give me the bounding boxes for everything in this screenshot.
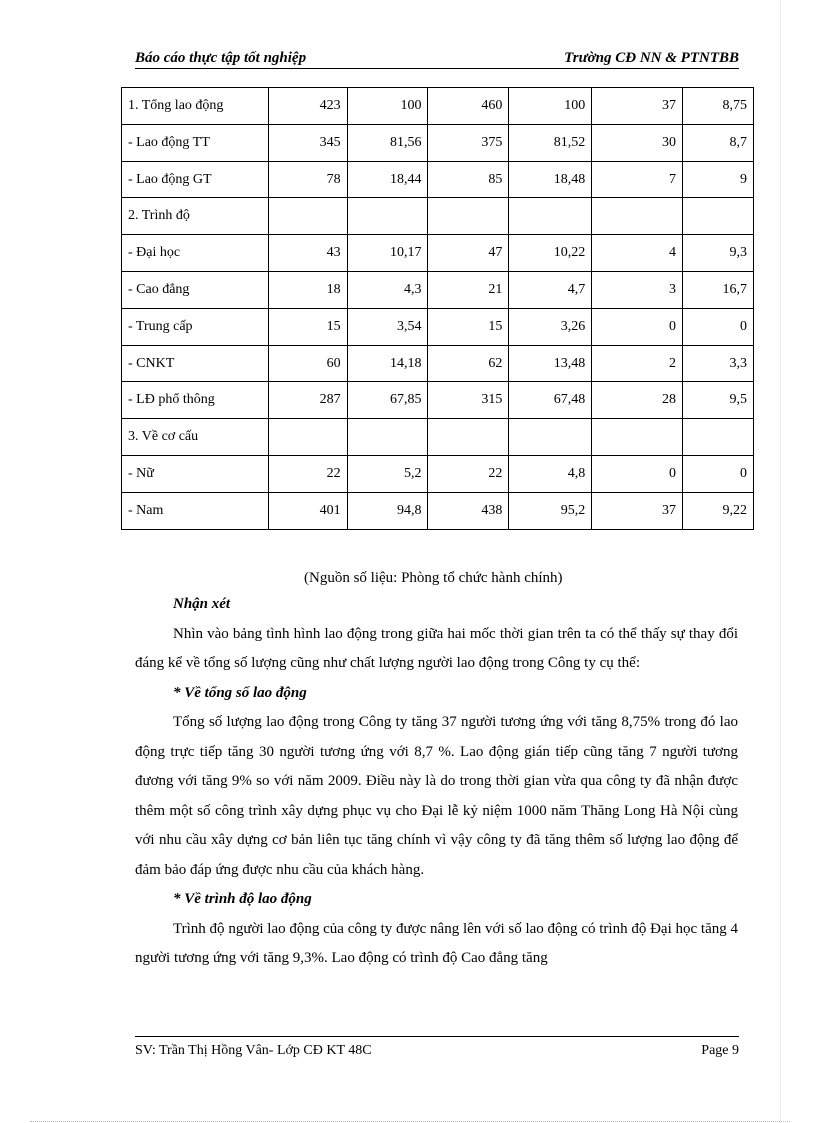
- table-row: [122, 308, 754, 345]
- value-cell: 95,2: [509, 492, 592, 529]
- value-cell: 100: [509, 88, 592, 125]
- paragraph-total-labor: Tổng số lượng lao động trong Công ty tăng 37 người tương ứng với tăng 8,75% trong đó lao động trực tiếp tăng 30 người tương ứng với 8,7 %. Lao động gián tiếp cũng tăng 7 người tương đương với tăng 9% so với năm 2009. Điều này là do trong thời gian vừa qua công ty đã nhận được thêm một số công trình xây dựng phục vụ cho Đại lễ kỷ niệm 1000 năm Thăng Long Hà Nội cùng với nhu cầu xây dựng cơ bản liên tục tăng chính vì vậy công ty đã tăng thêm số lượng lao động để đảm bảo đáp ứng được nhu cầu của khách hàng.: [135, 714, 738, 878]
- value-cell: 67,48: [509, 382, 592, 419]
- heading-total-labor: * Về tổng số lao động: [173, 684, 307, 701]
- value-cell: 15: [268, 308, 347, 345]
- value-cell: [428, 419, 509, 456]
- value-cell: 18: [268, 271, 347, 308]
- value-cell: 423: [268, 88, 347, 125]
- row-label-cell: - Đại học: [122, 235, 269, 272]
- value-cell: 4,7: [509, 271, 592, 308]
- table-row: [122, 492, 754, 529]
- value-cell: [683, 198, 754, 235]
- value-cell: [347, 419, 428, 456]
- value-cell: 81,52: [509, 124, 592, 161]
- value-cell: 10,17: [347, 235, 428, 272]
- table-row: [122, 382, 754, 419]
- value-cell: 62: [428, 345, 509, 382]
- table-row: [122, 88, 754, 125]
- row-label-cell: - Nữ: [122, 455, 269, 492]
- value-cell: 30: [592, 124, 683, 161]
- value-cell: 13,48: [509, 345, 592, 382]
- table-row: [122, 419, 754, 456]
- row-label-cell: - LĐ phổ thông: [122, 382, 269, 419]
- page-footer: [135, 1036, 739, 1058]
- value-cell: 94,8: [347, 492, 428, 529]
- value-cell: 100: [347, 88, 428, 125]
- value-cell: 460: [428, 88, 509, 125]
- table-row: [122, 345, 754, 382]
- row-label-cell: 3. Về cơ cấu: [122, 419, 269, 456]
- value-cell: 7: [592, 161, 683, 198]
- value-cell: 0: [592, 308, 683, 345]
- value-cell: 9: [683, 161, 754, 198]
- value-cell: 2: [592, 345, 683, 382]
- value-cell: 315: [428, 382, 509, 419]
- value-cell: 375: [428, 124, 509, 161]
- row-label-cell: - CNKT: [122, 345, 269, 382]
- value-cell: 22: [428, 455, 509, 492]
- value-cell: [428, 198, 509, 235]
- value-cell: 345: [268, 124, 347, 161]
- table-row: [122, 161, 754, 198]
- row-label-cell: - Lao động GT: [122, 161, 269, 198]
- value-cell: 0: [683, 308, 754, 345]
- value-cell: 16,7: [683, 271, 754, 308]
- value-cell: 8,7: [683, 124, 754, 161]
- value-cell: 60: [268, 345, 347, 382]
- value-cell: 4: [592, 235, 683, 272]
- value-cell: [592, 419, 683, 456]
- value-cell: 287: [268, 382, 347, 419]
- value-cell: 0: [592, 455, 683, 492]
- value-cell: 67,85: [347, 382, 428, 419]
- row-label-cell: - Nam: [122, 492, 269, 529]
- row-label-cell: 1. Tổng lao động: [122, 88, 269, 125]
- value-cell: 21: [428, 271, 509, 308]
- heading-remarks: Nhận xét: [173, 596, 231, 612]
- row-label-cell: - Trung cấp: [122, 308, 269, 345]
- value-cell: 28: [592, 382, 683, 419]
- header-school-name: Trường CĐ NN & PTNTBB: [564, 50, 739, 66]
- value-cell: 3: [592, 271, 683, 308]
- value-cell: 438: [428, 492, 509, 529]
- value-cell: 14,18: [347, 345, 428, 382]
- table-row: [122, 198, 754, 235]
- table-row: [122, 455, 754, 492]
- row-label-cell: - Cao đẳng: [122, 271, 269, 308]
- value-cell: 9,5: [683, 382, 754, 419]
- value-cell: 5,2: [347, 455, 428, 492]
- value-cell: [268, 198, 347, 235]
- table-row: [122, 271, 754, 308]
- value-cell: 4,3: [347, 271, 428, 308]
- value-cell: 47: [428, 235, 509, 272]
- page-bottom-border: [30, 1121, 790, 1122]
- paragraph-overview: Nhìn vào bảng tình hình lao động trong giữa hai mốc thời gian trên ta có thể thấy sự thay đổi đáng kể về tổng số lượng cũng như chất lượng người lao động trong Công ty cụ thể:: [135, 625, 738, 671]
- row-label-cell: - Lao động TT: [122, 124, 269, 161]
- row-label-cell: 2. Trình độ: [122, 198, 269, 235]
- value-cell: [509, 198, 592, 235]
- table-row: [122, 235, 754, 272]
- page-header: [135, 48, 739, 69]
- heading-qualification: * Về trình độ lao động: [173, 891, 312, 907]
- value-cell: 9,3: [683, 235, 754, 272]
- value-cell: [268, 419, 347, 456]
- source-note: (Nguồn số liệu: Phòng tổ chức hành chính): [304, 570, 563, 586]
- value-cell: 43: [268, 235, 347, 272]
- value-cell: [683, 419, 754, 456]
- table-row: [122, 124, 754, 161]
- value-cell: 85: [428, 161, 509, 198]
- value-cell: [592, 198, 683, 235]
- value-cell: 3,3: [683, 345, 754, 382]
- value-cell: 401: [268, 492, 347, 529]
- value-cell: 37: [592, 492, 683, 529]
- paragraph-qualification: Trình độ người lao động của công ty được nâng lên với số lao động có trình độ Đại học tăng 4 người tương ứng với tăng 9,3%. Lao động có trình độ Cao đẳng tăng: [135, 920, 738, 966]
- value-cell: 0: [683, 455, 754, 492]
- value-cell: 8,75: [683, 88, 754, 125]
- value-cell: 3,26: [509, 308, 592, 345]
- header-report-title: Báo cáo thực tập tốt nghiệp: [135, 50, 307, 66]
- value-cell: 10,22: [509, 235, 592, 272]
- footer-student-info: SV: Trần Thị Hồng Vân- Lớp CĐ KT 48C: [135, 1043, 372, 1058]
- value-cell: 18,44: [347, 161, 428, 198]
- value-cell: 3,54: [347, 308, 428, 345]
- value-cell: [347, 198, 428, 235]
- value-cell: 22: [268, 455, 347, 492]
- value-cell: 18,48: [509, 161, 592, 198]
- page-right-border: [780, 0, 781, 1123]
- value-cell: 37: [592, 88, 683, 125]
- document-body: [135, 590, 738, 974]
- labor-table: [121, 87, 754, 530]
- footer-page-number: Page 9: [701, 1043, 739, 1058]
- value-cell: [509, 419, 592, 456]
- value-cell: 15: [428, 308, 509, 345]
- value-cell: 81,56: [347, 124, 428, 161]
- value-cell: 4,8: [509, 455, 592, 492]
- value-cell: 78: [268, 161, 347, 198]
- value-cell: 9,22: [683, 492, 754, 529]
